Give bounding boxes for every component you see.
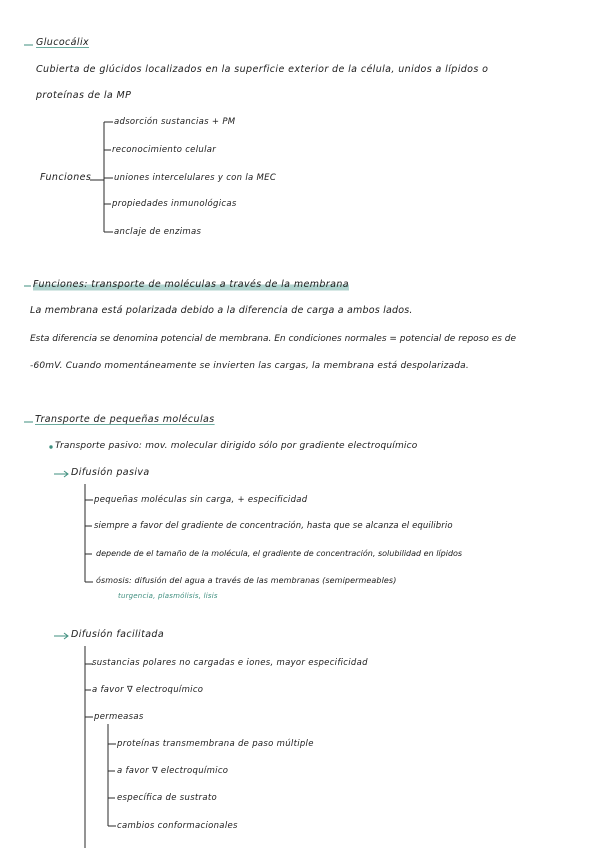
difusion-facilitada-item: a favor ∇ electroquímico	[92, 685, 204, 695]
membrana-line1: La membrana está polarizada debido a la diferencia de carga a ambos lados.	[30, 305, 413, 316]
funcion-item: anclaje de enzimas	[114, 227, 202, 237]
glucocalix-desc-line1: Cubierta de glúcidos localizados en la superficie exterior de la célula, unidos a lípidos o	[36, 64, 489, 75]
funcion-item: uniones intercelulares y con la MEC	[114, 173, 277, 183]
osmosis-note: turgencia, plasmólisis, lisis	[118, 592, 218, 600]
funcion-item: reconocimiento celular	[112, 145, 217, 155]
transporte-pasivo: Transporte pasivo: mov. molecular dirigido sólo por gradiente electroquímico	[55, 441, 418, 451]
membrana-title: Funciones: transporte de moléculas a través de la membrana	[33, 279, 349, 290]
difusion-pasiva-item: siempre a favor del gradiente de concentración, hasta que se alcanza el equilibrio	[94, 521, 453, 531]
difusion-pasiva-item: ósmosis: difusión del agua a través de las membranas (semipermeables)	[96, 576, 397, 585]
permeasa-item: proteínas transmembrana de paso múltiple	[117, 739, 314, 749]
permeasa-item: cambios conformacionales	[117, 821, 238, 831]
difusion-pasiva-item: pequeñas moléculas sin carga, + especificidad	[94, 495, 308, 505]
funcion-item: propiedades inmunológicas	[112, 199, 237, 209]
membrana-line3: -60mV. Cuando momentáneamente se invierten las cargas, la membrana está despolarizada.	[30, 361, 469, 371]
funcion-item: adsorción sustancias + PM	[114, 117, 236, 127]
glucocalix-title: Glucocálix	[36, 37, 90, 48]
glucocalix-desc-line2: proteínas de la MP	[36, 90, 132, 101]
transporte-title: Transporte de pequeñas moléculas	[35, 414, 215, 425]
funciones-label: Funciones	[40, 172, 92, 183]
difusion-pasiva-item: depende de el tamaño de la molécula, el gradiente de concentración, solubilidad en lípidos	[96, 549, 463, 558]
difusion-facilitada-title: Difusión facilitada	[71, 629, 165, 640]
difusion-facilitada-item: permeasas	[94, 712, 144, 722]
membrana-line2: Esta diferencia se denomina potencial de membrana. En condiciones normales = potencial de reposo es de	[30, 334, 517, 344]
permeasa-item: específica de sustrato	[117, 793, 217, 803]
permeasa-item: a favor ∇ electroquímico	[117, 766, 229, 776]
difusion-facilitada-item: sustancias polares no cargadas e iones, mayor especificidad	[92, 658, 368, 668]
difusion-pasiva-title: Difusión pasiva	[71, 467, 150, 478]
